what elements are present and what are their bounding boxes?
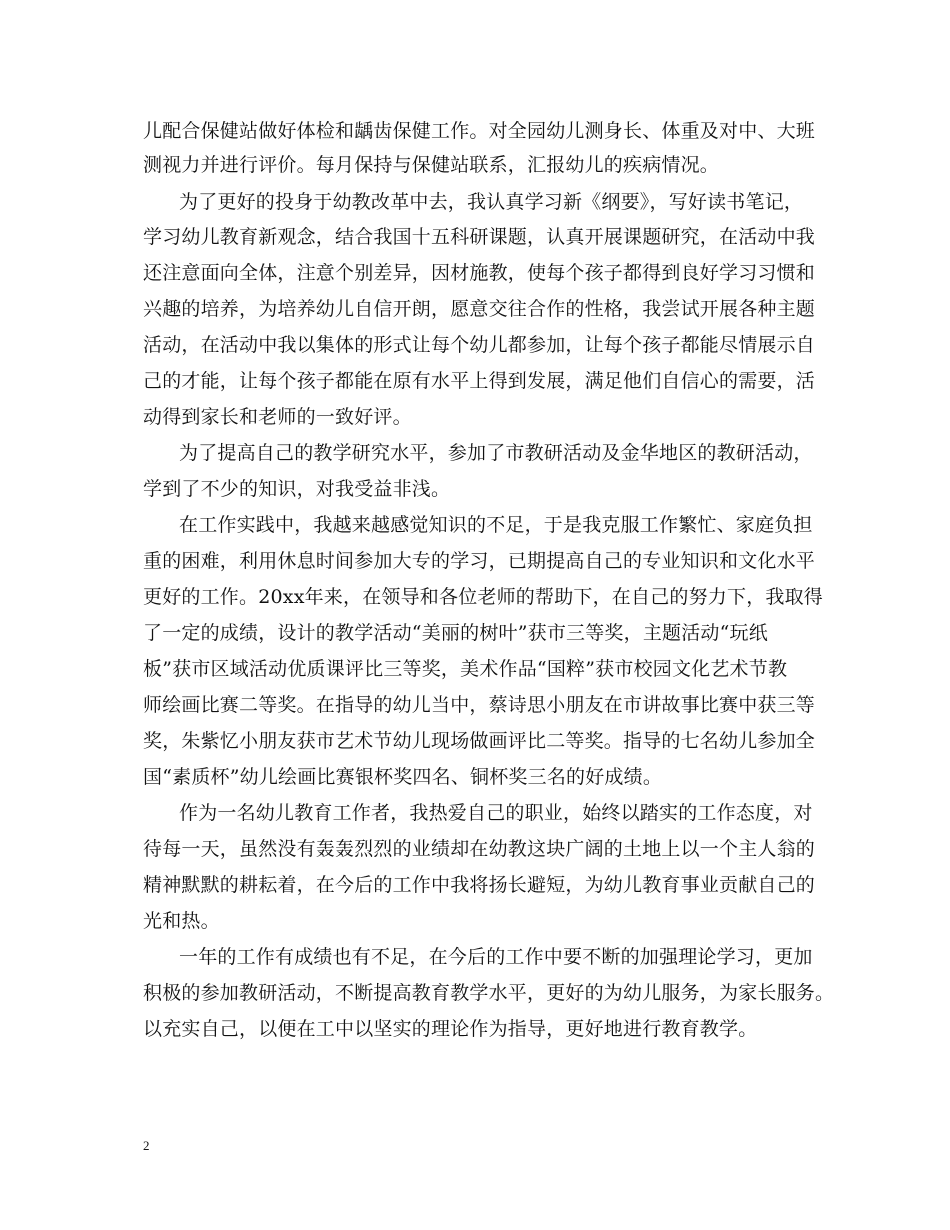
text-line: 国“素质杯”幼儿绘画比赛银杯奖四名、铜杯奖三名的好成绩。 [143, 766, 663, 788]
text-line: 板”获市区域活动优质课评比三等奖，美术作品“国粹”获市校园文化艺术节教 [143, 658, 788, 680]
text-line: 测视力并进行评价。每月保持与保健站联系，汇报幼儿的疾病情况。 [143, 154, 720, 176]
text-line: 奖，朱紫忆小朋友获市艺术节幼儿现场做画评比二等奖。指导的七名幼儿参加全 [143, 730, 816, 752]
text-line: 师绘画比赛二等奖。在指导的幼儿当中，蔡诗思小朋友在市讲故事比赛中获三等 [143, 694, 816, 716]
text-line: 待每一天，虽然没有轰轰烈烈的业绩却在幼教这块广阔的土地上以一个主人翁的 [143, 838, 816, 860]
text-line: 动得到家长和老师的一致好评。 [143, 406, 412, 428]
text-line: 还注意面向全体，注意个别差异，因材施教，使每个孩子都得到良好学习习惯和 [143, 262, 816, 284]
paragraph-start-line: 作为一名幼儿教育工作者，我热爱自己的职业，始终以踏实的工作态度，对 [179, 802, 813, 824]
text-line: 精神默默的耕耘着，在今后的工作中我将扬长避短，为幼儿教育事业贡献自己的 [143, 874, 816, 896]
paragraph-start-line: 为了提高自己的教学研究水平，参加了市教研活动及金华地区的教研活动， [179, 442, 813, 464]
text-line: 兴趣的培养，为培养幼儿自信开朗，愿意交往合作的性格，我尝试开展各种主题 [143, 298, 816, 320]
paragraph-start-line: 一年的工作有成绩也有不足，在今后的工作中要不断的加强理论学习，更加 [179, 946, 813, 968]
text-line: 活动，在活动中我以集体的形式让每个幼儿都参加，让每个孩子都能尽情展示自 [143, 334, 816, 356]
paragraph-start-line: 在工作实践中，我越来越感觉知识的不足，于是我克服工作繁忙、家庭负担 [179, 514, 813, 536]
text-line: 积极的参加教研活动，不断提高教育教学水平，更好的为幼儿服务，为家长服务。 [143, 982, 835, 1004]
text-line: 儿配合保健站做好体检和龋齿保健工作。对全园幼儿测身长、体重及对中、大班 [143, 120, 816, 142]
text-line: 学习幼儿教育新观念，结合我国十五科研课题，认真开展课题研究，在活动中我 [143, 226, 816, 248]
text-line: 己的才能，让每个孩子都能在原有水平上得到发展，满足他们自信心的需要，活 [143, 370, 816, 392]
text-line: 更好的工作。20xx年来，在领导和各位老师的帮助下，在自己的努力下，我取得 [143, 586, 824, 608]
text-line: 重的困难，利用休息时间参加大专的学习，已期提高自己的专业知识和文化水平 [143, 550, 816, 572]
text-line: 了一定的成绩，设计的教学活动“美丽的树叶”获市三等奖，主题活动“玩纸 [143, 622, 768, 644]
text-line: 光和热。 [143, 910, 220, 932]
text-line: 以充实自己，以便在工中以坚实的理论作为指导，更好地进行教育教学。 [143, 1018, 758, 1040]
paragraph-start-line: 为了更好的投身于幼教改革中去，我认真学习新《纲要》，写好读书笔记， [179, 191, 804, 213]
page-number: 2 [143, 1138, 150, 1153]
text-line: 学到了不少的知识，对我受益非浅。 [143, 478, 451, 500]
